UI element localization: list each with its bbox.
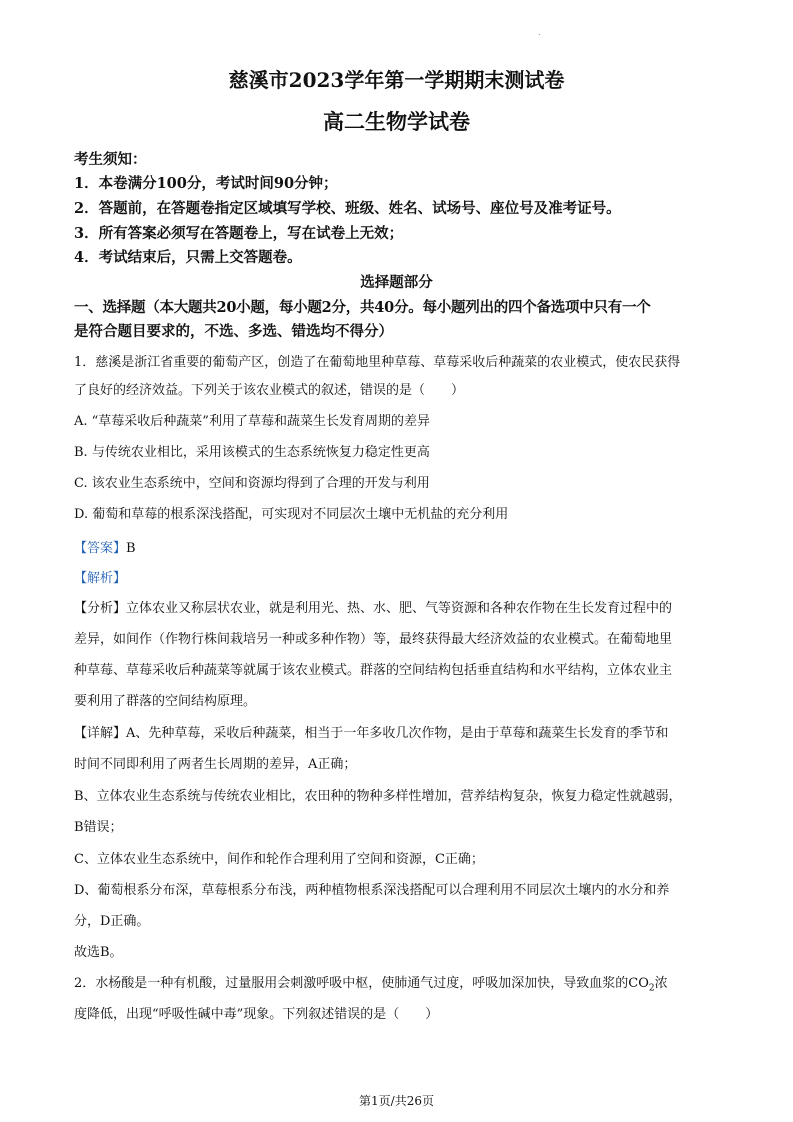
notice-item-3: 3．所有答案必须写在答题卷上，写在试卷上无效； <box>74 225 404 242</box>
detail-line-4: B错误； <box>74 820 123 835</box>
section-instruction-line2: 是符合题目要求的，不选、多选、错选均不得分） <box>74 323 393 340</box>
detail-line-6: D、葡萄根系分布深，草莓根系分布浅，两种植物根系深浅搭配可以合理利用不同层次土壤内的水分和养 <box>74 883 670 898</box>
detail-line-2: 时间不同即利用了两者生长周期的差异，A正确； <box>74 757 357 772</box>
notice-item-4: 4．考试结束后，只需上交答题卷。 <box>74 249 302 266</box>
detail-line-5: C、立体农业生态系统中，间作和轮作合理利用了空间和资源，C正确； <box>74 852 484 867</box>
page-number: 第1页/共26页 <box>359 1094 434 1108</box>
q1-option-b: B. 与传统农业相比，采用该模式的生态系统恢复力稳定性更高 <box>74 445 430 460</box>
section-title: 选择题部分 <box>360 274 433 291</box>
answer-tag: 【答案】 <box>74 541 127 556</box>
detail-line-3: B、立体农业生态系统与传统农业相比，农田种的物种多样性增加，营养结构复杂，恢复力稳定性就越弱， <box>74 789 682 804</box>
exam-subtitle: 高二生物学试卷 <box>323 109 470 134</box>
detail-line-1: 【详解】A、先种草莓，采收后种蔬菜，相当于一年多收几次作物，是由于草莓和蔬菜生长发育的季节和 <box>74 726 669 741</box>
scan-dot-mark: . <box>538 28 541 37</box>
q2-subscript: 2 <box>648 983 655 994</box>
q1-option-a: A. “草莓采收后种蔬菜”利用了草莓和蔬菜生长发育周期的差异 <box>74 414 430 429</box>
q2-stem-line1 <box>74 972 668 994</box>
q2-stem-line1-end: 浓 <box>654 976 668 991</box>
answer-value: B <box>126 541 136 556</box>
q1-stem-line1: 1．慈溪是浙江省重要的葡萄产区，创造了在葡萄地里种草莓、草莓采收后种蔬菜的农业模式，使农民获得 <box>74 355 681 370</box>
notice-item-1: 1．本卷满分100分，考试时间90分钟； <box>74 175 338 192</box>
q2-stem-line1-text: 2．水杨酸是一种有机酸，过量服用会刺激呼吸中枢，使肺通气过度，呼吸加深加快，导致血浆的CO <box>74 976 649 991</box>
detail-line-8: 故选B。 <box>74 945 123 960</box>
q1-stem-line2: 了良好的经济效益。下列关于该农业模式的叙述，错误的是（ ） <box>74 383 465 398</box>
q1-option-c: C. 该农业生态系统中，空间和资源均得到了合理的开发与利用 <box>74 476 430 491</box>
analysis-tag: 【解析】 <box>74 571 127 586</box>
analysis-line-2: 差异，如间作（作物行株间栽培另一种或多种作物）等，最终获得最大经济效益的农业模式。在葡萄地里 <box>74 632 673 647</box>
section-instruction-line1: 一、选择题（本大题共20小题，每小题2分，共40分。每小题列出的四个备选项中只有一个 <box>74 299 651 316</box>
notice-heading: 考生须知： <box>74 151 147 168</box>
q2-stem-line2: 度降低，出现“呼吸性碱中毒”现象。下列叙述错误的是（ ） <box>74 1007 439 1022</box>
q1-option-d: D. 葡萄和草莓的根系深浅搭配，可实现对不同层次土壤中无机盐的充分利用 <box>74 507 509 522</box>
analysis-line-3: 种草莓、草莓采收后种蔬菜等就属于该农业模式。群落的空间结构包括垂直结构和水平结构，立体农业主 <box>74 663 673 678</box>
exam-title: 慈溪市2023学年第一学期期末测试卷 <box>228 68 565 92</box>
analysis-line-1: 【分析】立体农业又称层状农业，就是利用光、热、水、肥、气等资源和各种农作物在生长发育过程中的 <box>74 601 673 616</box>
analysis-line-4: 要利用了群落的空间结构原理。 <box>74 694 257 709</box>
detail-line-7: 分，D正确。 <box>74 914 150 929</box>
q1-answer <box>74 537 136 556</box>
notice-item-2: 2．答题前，在答题卷指定区域填写学校、班级、姓名、试场号、座位号及准考证号。 <box>74 200 621 217</box>
